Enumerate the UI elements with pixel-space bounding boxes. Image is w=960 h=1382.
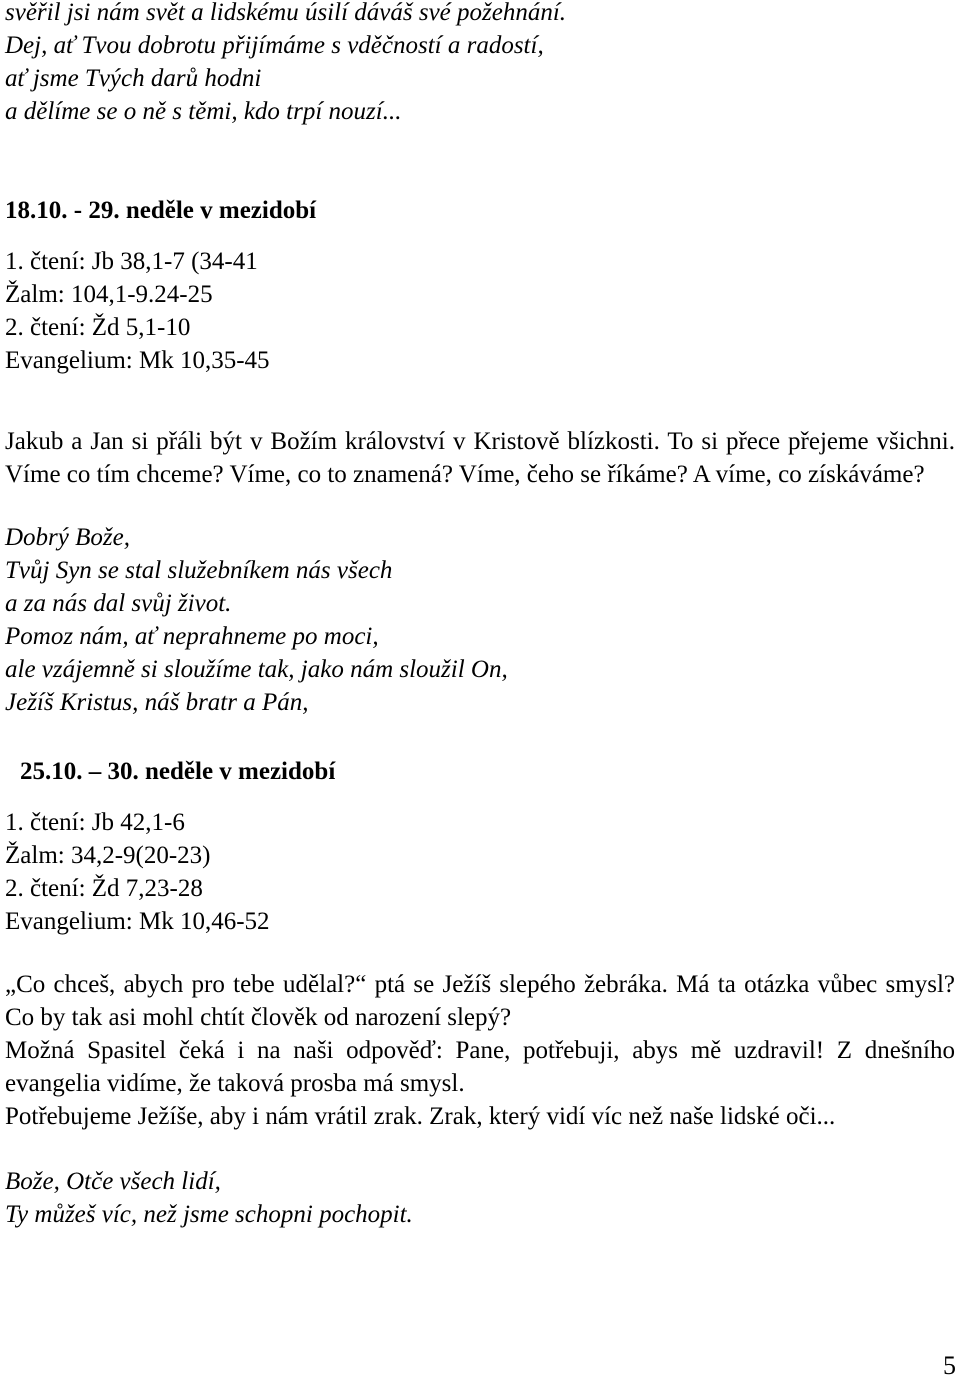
page-content: [5, 0, 955, 1231]
prayer-line: Ježíš Kristus, náš bratr a Pán,: [5, 689, 309, 716]
reflection-paragraph: Potřebujeme Ježíše, aby i nám vrátil zrak. Zrak, který vidí víc než naše lidské oči...: [5, 1103, 836, 1130]
reading-line: Evangelium: Mk 10,35-45: [5, 347, 270, 374]
section-heading: 18.10. - 29. neděle v mezidobí: [5, 197, 317, 224]
section-heading: 25.10. – 30. neděle v mezidobí: [20, 758, 336, 785]
reading-line: 2. čtení: Žd 7,23-28: [5, 875, 203, 902]
reading-line: Žalm: 104,1-9.24-25: [5, 281, 213, 308]
prayer-line: Pomoz nám, ať neprahneme po moci,: [5, 623, 379, 650]
prayer-line: Bože, Otče všech lidí,: [5, 1168, 221, 1195]
reflection-paragraph: Jakub a Jan si přáli být v Božím království v Kristově blízkosti. To si přece přejeme všichni. Víme co tím chceme? Víme, co to znamená? Víme, čeho se říkáme? A víme, co získáváme?: [5, 428, 955, 488]
prayer-line: Tvůj Syn se stal služebníkem nás všech: [5, 557, 393, 584]
reflection-paragraph: Možná Spasitel čeká i na naši odpověď: Pane, potřebuji, abys mě uzdravil! Z dnešního evangelia vidíme, že taková prosba má smysl.: [5, 1037, 955, 1097]
page-number: 5: [943, 1351, 956, 1380]
reading-line: Evangelium: Mk 10,46-52: [5, 908, 270, 935]
reading-line: 1. čtení: Jb 42,1-6: [5, 809, 185, 836]
reading-line: 1. čtení: Jb 38,1-7 (34-41: [5, 248, 258, 275]
prayer-line: Ty můžeš víc, než jsme schopni pochopit.: [5, 1201, 413, 1228]
prayer-line: svěřil jsi nám svět a lidskému úsilí dáváš své požehnání.: [5, 0, 567, 26]
prayer-line: ale vzájemně si sloužíme tak, jako nám sloužil On,: [5, 656, 508, 683]
prayer-line: a dělíme se o ně s těmi, kdo trpí nouzí...: [5, 98, 402, 125]
prayer-line: ať jsme Tvých darů hodni: [5, 65, 262, 92]
reading-line: Žalm: 34,2-9(20-23): [5, 842, 211, 869]
reflection-paragraph: „Co chceš, abych pro tebe udělal?“ ptá se Ježíš slepého žebráka. Má ta otázka vůbec smysl? Co by tak asi mohl chtít člověk od narození slepý?: [5, 971, 955, 1031]
prayer-line: Dobrý Bože,: [5, 524, 130, 551]
prayer-line: Dej, ať Tvou dobrotu přijímáme s vděčností a radostí,: [5, 32, 544, 59]
reading-line: 2. čtení: Žd 5,1-10: [5, 314, 191, 341]
prayer-line: a za nás dal svůj život.: [5, 590, 232, 617]
